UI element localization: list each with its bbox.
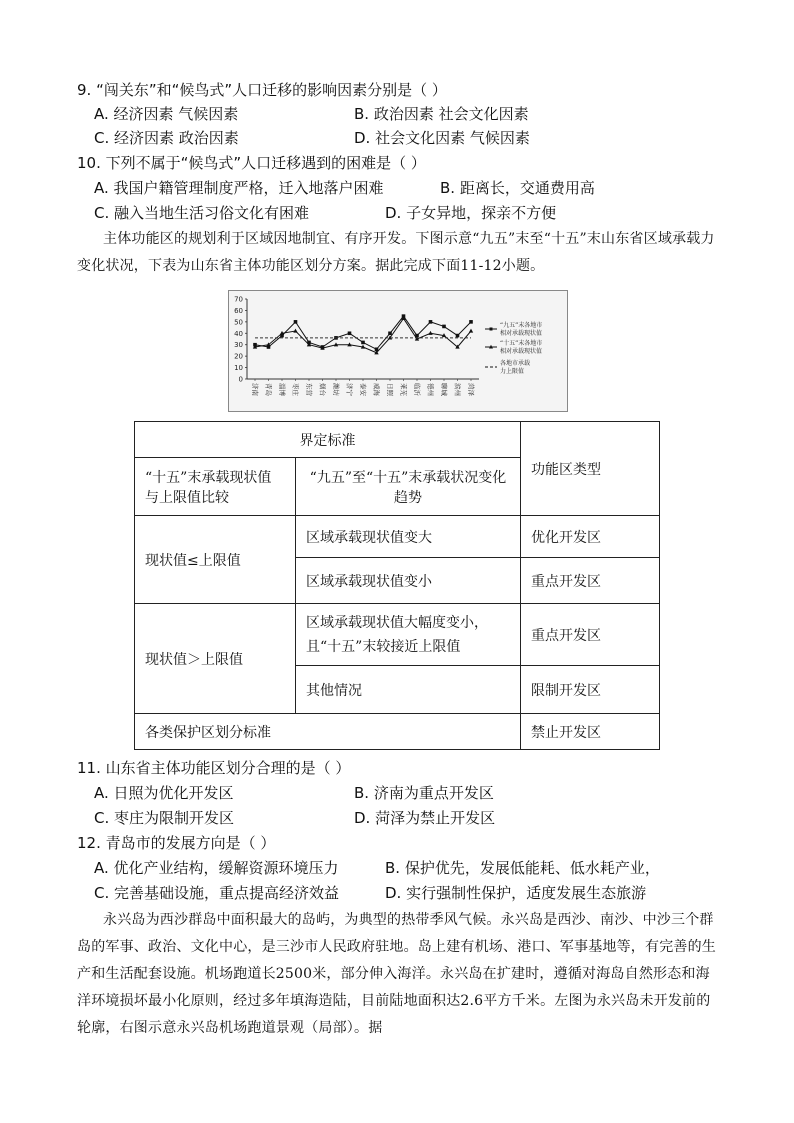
row2-trend: 区域承载现状值变小: [296, 558, 521, 604]
x-tick-label: 东营: [305, 383, 313, 396]
series-point-0: [442, 325, 446, 329]
q9-option-d: D. 社会文化因素 气候因素: [354, 129, 530, 147]
intro-paragraph-2: 永兴岛为西沙群岛中面积最大的岛屿，为典型的热带季风气候。永兴岛是西沙、南沙、中沙三个群岛的军事、政治、文化中心，是三沙市人民政府驻地。岛上建有机场、港口、军事基地等，有完善的生产和生活配套设施。机场跑道长2500米，部分伸入海洋。永兴岛在扩建时，遵循对海岛自然形态和海洋环境损坏最小化原则，经过多年填海造陆，目前陆地面积达2.6平方千米。左图为永兴岛未开发前的轮廓，右图示意永兴岛机场跑道景观（局部）。据: [77, 912, 716, 1036]
q12-stem: 12. 青岛市的发展方向是（ ）: [77, 834, 276, 852]
header-main: 界定标准: [135, 422, 521, 458]
y-tick-label: 50: [234, 318, 243, 327]
legend-label: “九五”末各地市: [500, 322, 543, 329]
q9-option-b: B. 政治因素 社会文化因素: [354, 105, 529, 123]
q9-option-c: C. 经济因素 政治因素: [94, 129, 239, 147]
group-1-label: 现状值≤上限值: [135, 516, 296, 604]
series-point-0: [429, 320, 433, 324]
y-tick-label: 70: [234, 295, 243, 304]
x-tick-label: 青岛: [264, 383, 273, 396]
legend-label: 各地市承载: [500, 360, 531, 367]
y-tick-label: 30: [234, 341, 243, 350]
x-tick-label: 济南: [251, 383, 259, 396]
carrying-capacity-chart: [228, 290, 568, 412]
chart-svg: [229, 291, 567, 411]
row1-trend: 区域承载现状值变大: [296, 516, 521, 558]
y-tick-label: 40: [234, 329, 243, 338]
series-point-1: [293, 329, 297, 333]
q10-option-d: D. 子女异地，探亲不方便: [385, 204, 557, 222]
legend-label: 力上限值: [500, 368, 525, 375]
legend-label: 相对承载现状值: [500, 330, 543, 337]
series-point-1: [469, 329, 473, 333]
x-tick-label: 菏泽: [467, 383, 475, 396]
q11-option-b: B. 济南为重点开发区: [354, 784, 494, 802]
x-tick-label: 烟台: [318, 383, 327, 396]
q10-option-c: C. 融入当地生活习俗文化有困难: [94, 204, 310, 222]
row4-trend: 其他情况: [296, 666, 521, 714]
q10-stem: 10. 下列不属于“候鸟式”人口迁移遇到的困难是（ ）: [77, 154, 426, 172]
function-zone-table: [134, 421, 660, 750]
header-sub2: “九五”至“十五”末承载状况变化趋势: [296, 458, 521, 516]
x-tick-label: 潍坊: [332, 383, 340, 396]
q10-option-b: B. 距离长，交通费用高: [440, 179, 595, 197]
q9-option-a: A. 经济因素 气候因素: [94, 105, 239, 123]
legend-label: “十五”末各地市: [500, 340, 543, 347]
x-tick-label: 威海: [372, 383, 381, 396]
row1-type: 优化开发区: [521, 516, 660, 558]
q11-option-d: D. 菏泽为禁止开发区: [354, 809, 496, 827]
series-point-0: [456, 334, 460, 338]
x-tick-label: 泰安: [359, 383, 367, 396]
x-tick-label: 德州: [426, 383, 435, 396]
y-tick-label: 20: [234, 352, 243, 361]
row3-trend: 区域承载现状值大幅度变小，且“十五”末较接近上限值: [296, 604, 521, 666]
q12-option-b: B. 保护优先，发展低能耗、低水耗产业，: [385, 859, 660, 877]
q11-option-a: A. 日照为优化开发区: [94, 784, 234, 802]
intro-paragraph-1: 主体功能区的规划利于区域因地制宜、有序开发。下图示意“九五”末至“十五”末山东省区域承载力变化状况，下表为山东省主体功能区划分方案。据此完成下面11-12小题。: [77, 231, 715, 274]
q12-option-d: D. 实行强制性保护，适度发展生态旅游: [385, 884, 647, 902]
x-tick-label: 日照: [386, 383, 394, 396]
row3-type: 重点开发区: [521, 604, 660, 666]
x-tick-label: 莱芜: [399, 383, 408, 396]
legend-label: 相对承载现状值: [500, 348, 543, 355]
header-sub1: “十五”末承载现状值与上限值比较: [135, 458, 296, 516]
x-tick-label: 聊城: [440, 383, 448, 396]
series-point-0: [348, 331, 352, 335]
legend-marker-0: [490, 328, 493, 331]
q10-option-a: A. 我国户籍管理制度严格，迁入地落户困难: [94, 179, 384, 197]
series-point-0: [469, 320, 473, 324]
series-point-0: [361, 341, 365, 345]
x-tick-label: 枣庄: [291, 383, 300, 396]
x-tick-label: 济宁: [345, 383, 354, 396]
q12-option-c: C. 完善基础设施，重点提高经济效益: [94, 884, 340, 902]
x-tick-label: 临沂: [413, 383, 421, 396]
series-point-0: [388, 331, 392, 335]
y-tick-label: 10: [234, 364, 243, 373]
q12-option-a: A. 优化产业结构，缓解资源环境压力: [94, 859, 339, 877]
row5-standard: 各类保护区划分标准: [135, 714, 521, 750]
q9-stem: 9. “闯关东”和“候鸟式”人口迁移的影响因素分别是（ ）: [77, 81, 447, 99]
y-tick-label: 60: [234, 306, 243, 315]
y-tick-label: 0: [238, 375, 243, 384]
header-type: 功能区类型: [521, 422, 660, 516]
series-point-1: [428, 331, 432, 335]
row2-type: 重点开发区: [521, 558, 660, 604]
x-tick-label: 滨州: [453, 383, 462, 396]
group-2-label: 现状值＞上限值: [135, 604, 296, 714]
row5-type: 禁止开发区: [521, 714, 660, 750]
series-point-0: [294, 320, 298, 324]
row4-type: 限制开发区: [521, 666, 660, 714]
q11-stem: 11. 山东省主体功能区划分合理的是（ ）: [77, 759, 351, 777]
q11-option-c: C. 枣庄为限制开发区: [94, 809, 235, 827]
x-tick-label: 淄博: [278, 383, 286, 396]
